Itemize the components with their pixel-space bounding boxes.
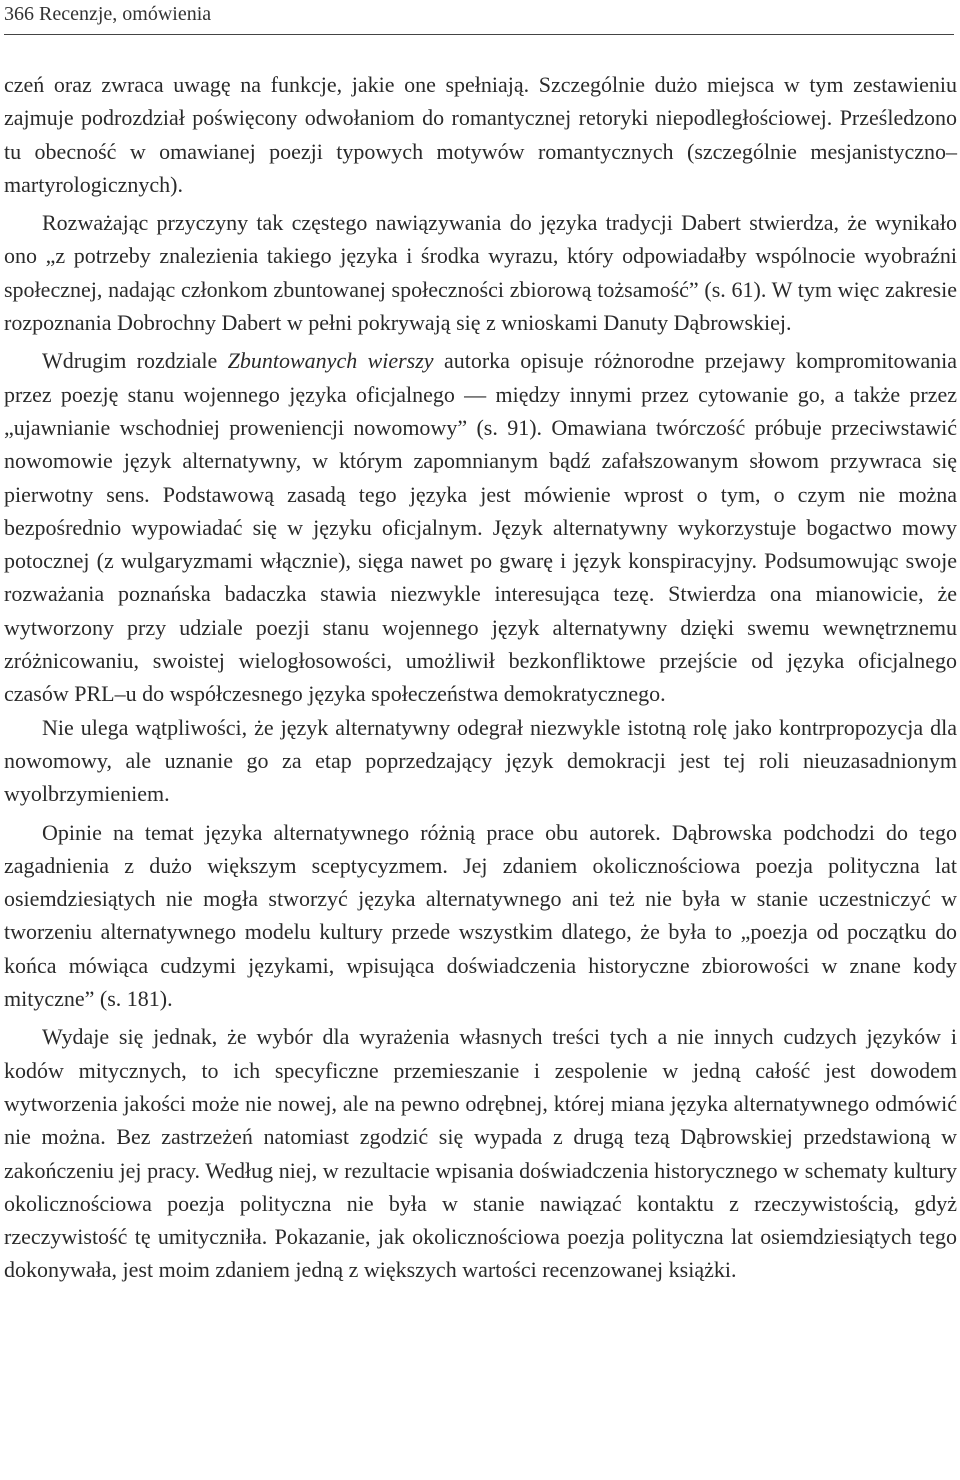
paragraph-4: Nie ulega wątpliwości, że język alternatywny odegrał niezwykle istotną rolę jako kontrpropozycja dla nowomowy, ale uznanie go za etap poprzedzający język demokracji jest tej roli nieuzasadnionym wyolbrzymieniem. xyxy=(4,714,957,807)
paragraph-6: Wydaje się jednak, że wybór dla wyrażenia własnych treści tych a nie innych cudzych języków i kodów mitycznych, to ich specyficzne przemieszanie i zespolenie w jedną całość jest dowodem wytworzenia jakości może nie nowej, ale na pewno odrębnej, której miana języka alternatywnego odmówić nie można. Bez zastrzeżeń natomiast zgodzić się wypada z drugą tezą Dąbrowskiej przedstawioną w zakończeniu jej pracy. Według niej, w rezultacie wpisania doświadczenia historycznego w schematy kultury okolicznościowa poezja polityczna nie była w stanie nawiązać kontaktu z rzeczywistością, gdyż rzeczywistość tę umityczniła. Pokazanie, jak okolicznościowa poezja polityczna lat osiemdziesiątych tego dokonywała, jest moim zdaniem jedną z większych wartości recenzowanej książki. xyxy=(4,1024,957,1283)
paragraph-3 xyxy=(4,344,957,710)
body-text xyxy=(4,68,957,1287)
paragraph-3-rest: autorka opisuje różnorodne przejawy kompromitowania przez poezję stanu wojennego języka oficjalnego — między innymi przez cytowanie go, a także przez „ujawnianie wschodniej proweniencji nowomowy” (s. 91). Omawiana twórczość próbuje przeciwstawić nowomowie język alternatywny, w którym zapomnianym bądź zafałszowanym słowom przywraca się pierwotny sens. Podstawową zasadą tego języka jest mówienie wprost o tym, o czym nie można bezpośrednio wypowiadać się w języku oficjalnym. Język alternatywny wykorzystuje bogactwo mowy potocznej (z wulgaryzmami włącznie), sięga nawet po gwarę i język konspiracyjny. Podsumowując swoje rozważania poznańska badaczka stawia niezwykle interesująca tezę. Stwierdza ona mianowicie, że wytworzony przy udziale poezji stanu wojennego język alternatywny dzięki swemu wewnętrznemu zróżnicowaniu, swoistej wielogłosowości, umożliwił bezkonfliktowe przejście od języka oficjalnego czasów PRL–u do współczesnego języka społeczeństwa demokratycznego. xyxy=(4,348,957,707)
header-rule xyxy=(4,34,954,35)
running-head: 366 Recenzje, omówienia xyxy=(4,3,212,25)
paragraph-1: czeń oraz zwraca uwagę na funkcje, jakie one spełniają. Szczególnie dużo miejsca w tym zestawieniu zajmuje podrozdział poświęcony odwołaniom do romantycznej retoryki niepodległościowej. Prześledzono tu obecność w omawianej poezji typowych motywów romantycznych (szczególnie mesjanistyczno–martyrologicznych). xyxy=(4,72,957,197)
paragraph-5: Opinie na temat języka alternatywnego różnią prace obu autorek. Dąbrowska podchodzi do tego zagadnienia z dużo większym sceptycyzmem. Jej zdaniem okolicznościowa poezja polityczna lat osiemdziesiątych nie mogła stworzyć języka alternatywnego ani też nie była w stanie uczestniczyć w tworzeniu alternatywnego modelu kultury przede wszystkim dlatego, że była to „poezja od początku do końca mówiąca cudzymi językami, wpisująca doświadczenia historyczne zbiorowości w znane kody mityczne” (s. 181). xyxy=(4,819,957,1012)
paragraph-2: Rozważając przyczyny tak częstego nawiązywania do języka tradycji Dabert stwierdza, że wynikało ono „z potrzeby znalezienia takiego języka i środka wyrazu, który odpowiadałby wspólnocie wyobraźni społecznej, nadając członkom zbuntowanej społeczności zbiorową tożsamość” (s. 61). W tym więc zakresie rozpoznania Dobrochny Dabert w pełni pokrywają się z wnioskami Danuty Dąbrowskiej. xyxy=(4,210,957,336)
paragraph-3-lead: Wdrugim rozdziale xyxy=(42,348,228,374)
book-title: Zbuntowanych wierszy xyxy=(227,348,434,374)
